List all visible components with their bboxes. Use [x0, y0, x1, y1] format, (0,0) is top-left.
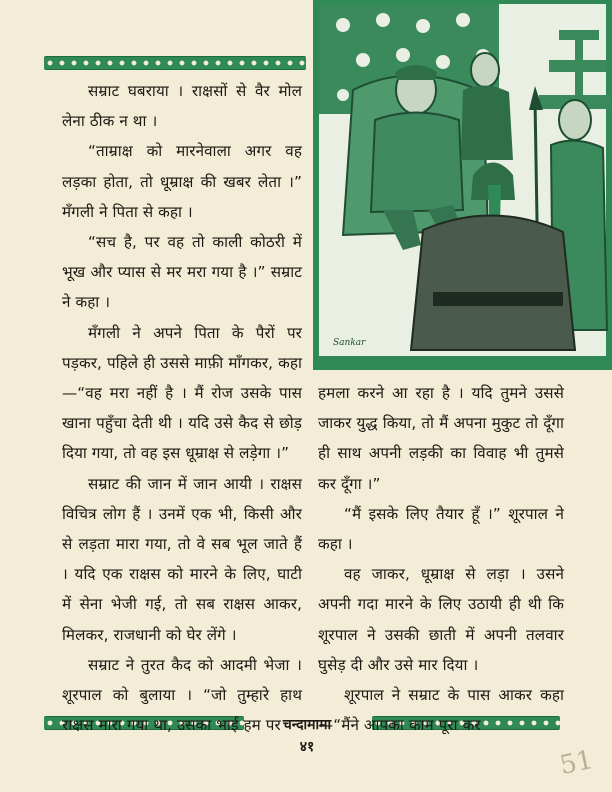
- handwritten-page-note: 51: [557, 744, 596, 782]
- paragraph: “सच है, पर वह तो काली कोठरी में भूख और प्यास से मर मरा गया है ।” सम्राट ने कहा ।: [62, 233, 302, 312]
- paragraph: सम्राट की जान में जान आयी । राक्षस विचित्र लोग हैं । उनमें एक भी, किसी और से लड़ता मारा गया, तो वे सब भूल जाते हैं । यदि एक राक्षस को मारने के लिए, घाटी में सेना भेजी गई, तो सब राक्षस आकर, मिलकर, राजधानी को घेर लेंगे ।: [62, 474, 302, 644]
- paragraph: मँगली ने अपने पिता के पैरों पर पड़कर, पहिले ही उससे माफ़ी माँगकर, कहा—“वह मरा नहीं है । मैं रोज उसके पास खाना पहुँचा देती थी । यदि उसे कैद से छोड़ दिया गया, तो वह इस धूम्राक्ष से लड़ेगा ।”: [62, 323, 302, 463]
- paragraph: “ताम्राक्ष को मारनेवाला अगर वह लड़का होता, तो धूम्राक्ष की खबर लेता ।” मँगली ने पिता से कहा ।: [62, 142, 302, 221]
- paragraph: हमला करने आ रहा है । यदि तुमने उससे जाकर युद्ध किया, तो मैं अपना मुकुट तो दूँगा ही साथ अपनी लड़की का विवाह भी तुमसे कर दूँगा ।”: [318, 384, 564, 493]
- paragraph: सम्राट ने तुरत कैद को आदमी भेजा । शूरपाल को बुलाया । “जो तुम्हारे हाथ राक्षस मारा गया था, उसका भाई हम पर: [62, 655, 302, 735]
- paragraph: सम्राट घबराया । राक्षसों से वैर मोल लेना ठीक न था ।: [62, 82, 302, 131]
- left-text-column: [62, 76, 302, 740]
- paragraph: शूरपाल ने सम्राट के पास आकर कहा—“मैंने आपका काम पूरा कर: [318, 686, 564, 735]
- artist-signature: Sankar: [333, 338, 366, 348]
- page-number: ४१: [299, 739, 315, 755]
- magazine-title: चन्दामामा: [282, 717, 332, 733]
- paragraph: वह जाकर, धूम्राक्ष से लड़ा । उसने अपनी गदा मारने के लिए उठायी ही थी कि शूरपाल ने उसकी छाती में अपनी तलवार घुसेड़ दी और उसे मार दिया ।: [318, 565, 564, 674]
- illustration-drawing: [313, 0, 612, 370]
- top-left-border: [44, 56, 306, 70]
- story-illustration: [313, 0, 612, 370]
- paragraph: “मैं इसके लिए तैयार हूँ ।” शूरपाल ने कहा ।: [318, 504, 564, 554]
- right-text-column: [318, 378, 564, 740]
